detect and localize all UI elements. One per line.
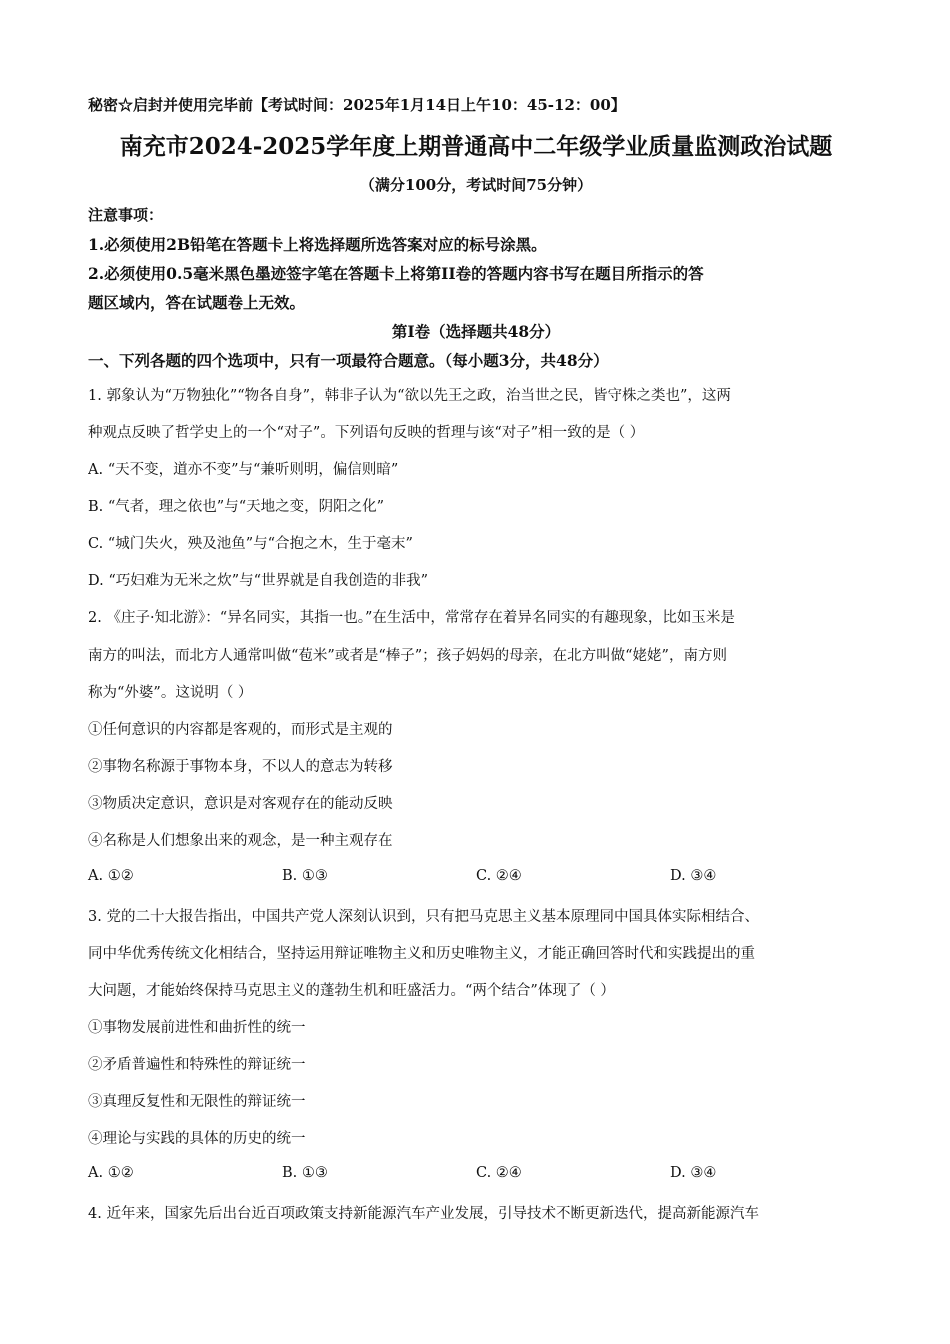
question-3-choices: [88, 1165, 864, 1187]
question-3-statement: ②矛盾普遍性和特殊性的辩证统一: [88, 1057, 306, 1073]
question-3-statement: ③真理反复性和无限性的辩证统一: [88, 1094, 306, 1110]
question-2-statement: ③物质决定意识，意识是对客观存在的能动反映: [88, 796, 393, 812]
question-2-text: 2. 《庄子·知北游》：“异名同实，其指一也。”在生活中，常常存在着异名同实的有趣现象，比如玉米是: [88, 610, 735, 626]
question-2-statement: ①任何意识的内容都是客观的，而形式是主观的: [88, 722, 393, 738]
question-1-option-b: B. “气者，理之依也”与“天地之变，阴阳之化”: [88, 499, 385, 515]
exam-subtitle: （满分100分，考试时间75分钟）: [359, 176, 593, 194]
question-2-statement: ②事物名称源于事物本身，不以人的意志为转移: [88, 759, 393, 775]
question-1-option-a: A. “天不变，道亦不变”与“兼听则明，偏信则暗”: [88, 462, 399, 478]
question-4-text: 4. 近年来，国家先后出台近百项政策支持新能源汽车产业发展，引导技术不断更新迭代，提高新能源汽车: [88, 1206, 759, 1222]
choice-d: D. ③④: [670, 1165, 717, 1181]
question-3-statement: ④理论与实践的具体的历史的统一: [88, 1131, 306, 1147]
choice-c: C. ②④: [476, 868, 522, 884]
confidential-header: 秘密☆启封并使用完毕前【考试时间：2025年1月14日上午10：45-12：00】: [88, 96, 626, 114]
question-1-text: 种观点反映了哲学史上的一个“对子”。下列语句反映的哲理与该“对子”相一致的是（ ）: [88, 425, 645, 441]
question-3-text: 同中华优秀传统文化相结合，坚持运用辩证唯物主义和历史唯物主义，才能正确回答时代和实践提出的重: [88, 946, 755, 962]
choice-c: C. ②④: [476, 1165, 522, 1181]
question-1-text: 1. 郭象认为“万物独化”“物各自身”，韩非子认为“欲以先王之政，治当世之民，皆守株之类也”，这两: [88, 388, 731, 404]
choice-a: A. ①②: [88, 1165, 134, 1181]
choice-d: D. ③④: [670, 868, 717, 884]
question-1-option-c: C. “城门失火，殃及池鱼”与“合抱之木，生于毫末”: [88, 536, 413, 552]
choice-b: B. ①③: [282, 868, 328, 884]
question-2-text: 称为“外婆”。这说明（ ）: [88, 685, 253, 701]
section-title: 第I卷（选择题共48分）: [391, 322, 561, 341]
question-2-statement: ④名称是人们想象出来的观念，是一种主观存在: [88, 833, 393, 849]
question-3-text: 大问题，才能始终保持马克思主义的蓬勃生机和旺盛活力。“两个结合”体现了（ ）: [88, 983, 615, 999]
note-item: 2.必须使用0.5毫米黑色墨迹签字笔在答题卡上将第II卷的答题内容书写在题目所指示的答: [88, 264, 704, 283]
exam-title: 南充市2024-2025学年度上期普通高中二年级学业质量监测政治试题: [119, 133, 833, 160]
question-2-choices: [88, 868, 864, 890]
notes-heading: 注意事项：: [88, 206, 164, 224]
choice-a: A. ①②: [88, 868, 134, 884]
question-3-text: 3. 党的二十大报告指出，中国共产党人深刻认识到，只有把马克思主义基本原理同中国具体实际相结合、: [88, 909, 759, 925]
question-2-text: 南方的叫法，而北方人通常叫做“苞米”或者是“棒子”；孩子妈妈的母亲，在北方叫做“姥姥”，南方则: [88, 648, 727, 664]
part-title: 一、下列各题的四个选项中，只有一项最符合题意。（每小题3分，共48分）: [88, 351, 609, 370]
note-item: 1.必须使用2B铅笔在答题卡上将选择题所选答案对应的标号涂黑。: [88, 235, 547, 254]
choice-b: B. ①③: [282, 1165, 328, 1181]
question-1-option-d: D. “巧妇难为无米之炊”与“世界就是自我创造的非我”: [88, 573, 428, 589]
note-item: 题区域内，答在试题卷上无效。: [88, 293, 306, 312]
question-3-statement: ①事物发展前进性和曲折性的统一: [88, 1020, 306, 1036]
